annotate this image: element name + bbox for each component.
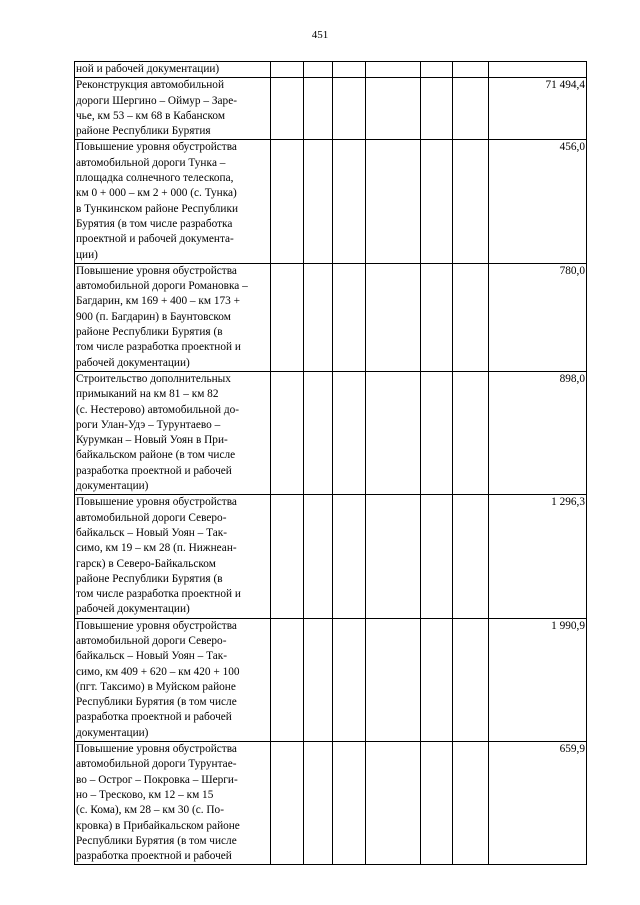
row-name-cell: Повышение уровня обустройства автомобильной дороги Турунтае- во – Острог – Покровка – Шерги- но – Тресково, км 12 – км 15 (с. Кома), км 28 – км 30 (с. По- кровка) в Прибайкальском районе Республики Бурятия (в том числе разработка проектной и рабочей [75,742,271,865]
empty-cell [366,371,421,494]
empty-cell [271,62,304,78]
table-row [75,140,587,263]
empty-cell [304,78,333,140]
row-amount-cell: 780,0 [489,263,587,371]
row-amount-cell: 456,0 [489,140,587,263]
row-name-cell: Повышение уровня обустройства автомобильной дороги Северо- байкальск – Новый Уоян – Так- симо, км 19 – км 28 (п. Нижнеан- гарск) в Северо-Байкальском районе Республики Бурятия (в том числе разработка проектной и рабочей документации) [75,495,271,618]
empty-cell [304,140,333,263]
empty-cell [333,618,366,741]
page-number: 451 [311,29,329,41]
empty-cell [304,618,333,741]
empty-cell [366,742,421,865]
empty-cell [304,742,333,865]
row-name-cell: Повышение уровня обустройства автомобильной дороги Романовка – Багдарин, км 169 + 400 – км 173 + 900 (п. Багдарин) в Баунтовском районе Республики Бурятия (в том числе разработка проектной и рабочей документации) [75,263,271,371]
empty-cell [271,78,304,140]
empty-cell [421,62,453,78]
empty-cell [366,618,421,741]
row-name-cell: Повышение уровня обустройства автомобильной дороги Северо- байкальск – Новый Уоян – Так- симо, км 409 + 620 – км 420 + 100 (пгт. Таксимо) в Муйском районе Республики Бурятия (в том числе разработка проектной и рабочей документации) [75,618,271,741]
empty-cell [453,78,489,140]
empty-cell [304,495,333,618]
row-name-cell: Повышение уровня обустройства автомобильной дороги Тункa – площадка солнечного телескопа, км 0 + 000 – км 2 + 000 (с. Тунка) в Тункинском районе Республики Бурятия (в том числе разработка проектной и рабочей документа- ции) [75,140,271,263]
empty-cell [366,495,421,618]
empty-cell [421,263,453,371]
table-row [75,78,587,140]
empty-cell [304,62,333,78]
table-row [75,495,587,618]
empty-cell [271,371,304,494]
empty-cell [421,78,453,140]
empty-cell [453,263,489,371]
empty-cell [333,78,366,140]
empty-cell [421,618,453,741]
empty-cell [453,140,489,263]
empty-cell [271,618,304,741]
row-name-cell: ной и рабочей документации) [75,62,271,78]
empty-cell [366,78,421,140]
empty-cell [333,495,366,618]
empty-cell [271,495,304,618]
budget-table [74,61,587,865]
empty-cell [333,62,366,78]
empty-cell [271,742,304,865]
empty-cell [421,742,453,865]
empty-cell [453,742,489,865]
empty-cell [421,371,453,494]
row-amount-cell: 659,9 [489,742,587,865]
empty-cell [304,371,333,494]
empty-cell [421,140,453,263]
table-row [75,62,587,78]
empty-cell [333,742,366,865]
row-name-cell: Строительство дополнительных примыканий на км 81 – км 82 (с. Нестерово) автомобильной до- роги Улан-Удэ – Турунтаево – Курумкан – Новый Уоян в При- байкальском районе (в том числе разработка проектной и рабочей документации) [75,371,271,494]
empty-cell [453,495,489,618]
table-row [75,618,587,741]
table-row [75,263,587,371]
empty-cell [333,263,366,371]
empty-cell [366,62,421,78]
row-amount-cell: 898,0 [489,371,587,494]
empty-cell [333,371,366,494]
empty-cell [271,263,304,371]
table-row [75,371,587,494]
row-name-cell: Реконструкция автомобильной дороги Шергино – Оймур – Заре- чье, км 53 – км 68 в Кабанском районе Республики Бурятия [75,78,271,140]
empty-cell [271,140,304,263]
row-amount-cell [489,62,587,78]
empty-cell [366,140,421,263]
empty-cell [366,263,421,371]
empty-cell [453,371,489,494]
empty-cell [453,618,489,741]
row-amount-cell: 1 990,9 [489,618,587,741]
row-amount-cell: 71 494,4 [489,78,587,140]
empty-cell [453,62,489,78]
empty-cell [304,263,333,371]
empty-cell [421,495,453,618]
empty-cell [333,140,366,263]
table-row [75,742,587,865]
row-amount-cell: 1 296,3 [489,495,587,618]
